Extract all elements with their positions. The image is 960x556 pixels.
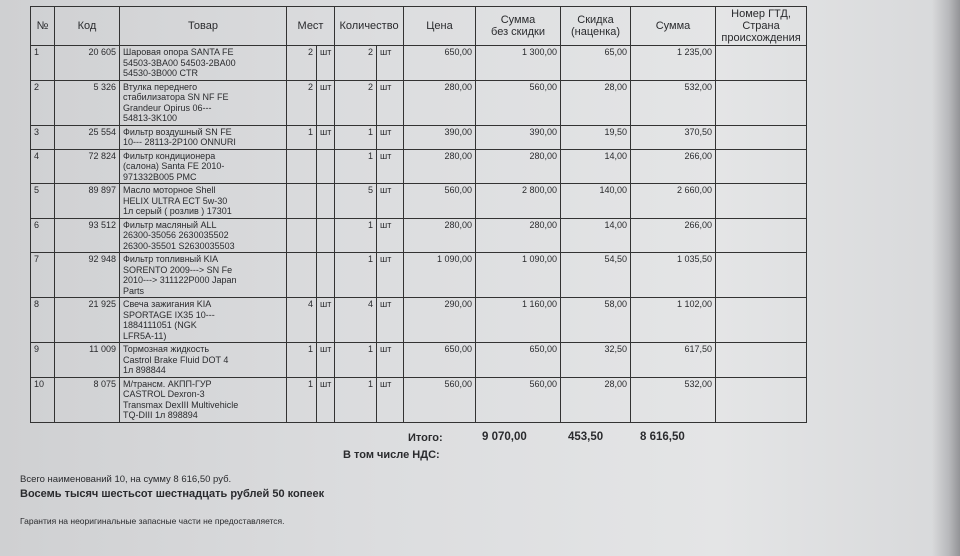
item-price: 650,00	[404, 46, 476, 81]
col-code: Код	[55, 7, 120, 46]
table-row	[31, 149, 807, 184]
item-places-unit: шт	[317, 80, 335, 125]
item-quantity-unit: шт	[377, 46, 404, 81]
item-discount: 19,50	[561, 125, 631, 149]
item-places-unit	[317, 184, 335, 219]
item-code: 25 554	[55, 125, 120, 149]
row-number: 4	[31, 149, 55, 184]
header-row	[31, 7, 807, 46]
item-sum-no-discount: 560,00	[476, 377, 561, 422]
item-price: 650,00	[404, 343, 476, 378]
item-places-unit: шт	[317, 343, 335, 378]
item-code: 89 897	[55, 184, 120, 219]
item-sum: 617,50	[631, 343, 716, 378]
row-number: 1	[31, 46, 55, 81]
item-price: 280,00	[404, 218, 476, 253]
col-discount: Скидка (наценка)	[561, 7, 631, 46]
item-places-unit	[317, 253, 335, 298]
col-number: №	[31, 7, 55, 46]
item-gtd	[716, 125, 807, 149]
item-gtd	[716, 298, 807, 343]
item-sum-no-discount: 2 800,00	[476, 184, 561, 219]
item-sum: 532,00	[631, 377, 716, 422]
item-places-unit	[317, 149, 335, 184]
row-number: 8	[31, 298, 55, 343]
item-name: Тормозная жидкость Castrol Brake Fluid DOT 4 1л 898844	[120, 343, 287, 378]
item-quantity: 1	[335, 253, 377, 298]
item-sum-no-discount: 390,00	[476, 125, 561, 149]
item-quantity-unit: шт	[377, 184, 404, 219]
item-quantity-unit: шт	[377, 343, 404, 378]
item-quantity-unit: шт	[377, 125, 404, 149]
item-places: 2	[287, 80, 317, 125]
amount-in-words: Восемь тысяч шестьсот шестнадцать рублей 50 копеек	[20, 488, 325, 500]
items-count-line: Всего наименований 10, на сумму 8 616,50 руб.	[20, 474, 232, 485]
total-sum-no-discount: 9 070,00	[482, 431, 527, 443]
table-row	[31, 343, 807, 378]
row-number: 10	[31, 377, 55, 422]
item-sum-no-discount: 560,00	[476, 80, 561, 125]
item-price: 560,00	[404, 184, 476, 219]
item-places	[287, 218, 317, 253]
item-name: Свеча зажигания KIA SPORTAGE IX35 10--- 1884111051 (NGK LFR5A-11)	[120, 298, 287, 343]
row-number: 7	[31, 253, 55, 298]
item-name: М/трансм. АКПП-ГУР CASTROL Dexron-3 Transmax DexIII Multivehicle TQ-DIII 1л 898894	[120, 377, 287, 422]
table-row	[31, 377, 807, 422]
item-discount: 65,00	[561, 46, 631, 81]
item-places-unit: шт	[317, 46, 335, 81]
item-code: 11 009	[55, 343, 120, 378]
item-discount: 58,00	[561, 298, 631, 343]
item-price: 560,00	[404, 377, 476, 422]
total-sum: 8 616,50	[640, 431, 685, 443]
item-discount: 14,00	[561, 149, 631, 184]
total-discount: 453,50	[568, 431, 604, 443]
item-name: Фильтр воздушный SN FE 10--- 28113-2P100 ONNURI	[120, 125, 287, 149]
item-discount: 140,00	[561, 184, 631, 219]
item-places-unit: шт	[317, 377, 335, 422]
item-name: Втулка переднего стабилизатора SN NF FE Grandeur Opirus 06--- 54813-3K100	[120, 80, 287, 125]
item-sum: 532,00	[631, 80, 716, 125]
item-gtd	[716, 184, 807, 219]
item-discount: 14,00	[561, 218, 631, 253]
item-sum-no-discount: 280,00	[476, 218, 561, 253]
item-sum-no-discount: 1 300,00	[476, 46, 561, 81]
vat-label: В том числе НДС:	[343, 449, 440, 461]
item-quantity-unit: шт	[377, 377, 404, 422]
col-sum-no-discount: Сумма без скидки	[476, 7, 561, 46]
col-product: Товар	[120, 7, 287, 46]
item-sum: 370,50	[631, 125, 716, 149]
col-places: Мест	[287, 7, 335, 46]
item-name: Фильтр масляный ALL 26300-35056 2630035502 26300-35501 S2630035503	[120, 218, 287, 253]
item-code: 93 512	[55, 218, 120, 253]
item-discount: 32,50	[561, 343, 631, 378]
item-name: Фильтр топливный KIA SORENTO 2009---> SN Fe 2010---> 311122P000 Japan Parts	[120, 253, 287, 298]
item-places	[287, 149, 317, 184]
item-places: 2	[287, 46, 317, 81]
col-sum: Сумма	[631, 7, 716, 46]
item-gtd	[716, 343, 807, 378]
item-quantity: 2	[335, 80, 377, 125]
item-code: 8 075	[55, 377, 120, 422]
item-places	[287, 253, 317, 298]
item-quantity: 1	[335, 218, 377, 253]
item-places: 1	[287, 343, 317, 378]
item-name: Шаровая опора SANTA FE 54503-3BA00 54503-2BA00 54530-3B000 CTR	[120, 46, 287, 81]
row-number: 5	[31, 184, 55, 219]
item-price: 290,00	[404, 298, 476, 343]
page-edge-shadow	[932, 0, 960, 556]
item-sum-no-discount: 650,00	[476, 343, 561, 378]
item-sum-no-discount: 1 160,00	[476, 298, 561, 343]
item-quantity-unit: шт	[377, 218, 404, 253]
item-places	[287, 184, 317, 219]
item-code: 72 824	[55, 149, 120, 184]
item-quantity: 1	[335, 377, 377, 422]
table-row	[31, 253, 807, 298]
item-price: 1 090,00	[404, 253, 476, 298]
item-sum-no-discount: 280,00	[476, 149, 561, 184]
item-places: 1	[287, 125, 317, 149]
item-name: Масло моторное Shell HELIX ULTRA ECT 5w-30 1л серый ( розлив ) 17301	[120, 184, 287, 219]
item-places: 1	[287, 377, 317, 422]
col-gtd: Номер ГТД, Страна происхождения	[716, 7, 807, 46]
guarantee-note: Гарантия на неоригинальные запасные части не предоставляется.	[20, 516, 285, 526]
item-quantity: 1	[335, 149, 377, 184]
item-price: 390,00	[404, 125, 476, 149]
item-price: 280,00	[404, 149, 476, 184]
row-number: 6	[31, 218, 55, 253]
table-row	[31, 298, 807, 343]
item-gtd	[716, 253, 807, 298]
item-quantity: 5	[335, 184, 377, 219]
table-body	[31, 46, 807, 423]
table-row	[31, 184, 807, 219]
col-price: Цена	[404, 7, 476, 46]
col-quantity: Количество	[335, 7, 404, 46]
item-gtd	[716, 218, 807, 253]
item-quantity: 2	[335, 46, 377, 81]
item-price: 280,00	[404, 80, 476, 125]
item-gtd	[716, 80, 807, 125]
item-places: 4	[287, 298, 317, 343]
table-row	[31, 125, 807, 149]
item-discount: 28,00	[561, 377, 631, 422]
table-row	[31, 80, 807, 125]
item-sum-no-discount: 1 090,00	[476, 253, 561, 298]
item-discount: 54,50	[561, 253, 631, 298]
item-gtd	[716, 46, 807, 81]
item-sum: 1 235,00	[631, 46, 716, 81]
item-sum: 266,00	[631, 149, 716, 184]
item-quantity-unit: шт	[377, 253, 404, 298]
item-sum: 1 035,50	[631, 253, 716, 298]
item-discount: 28,00	[561, 80, 631, 125]
row-number: 9	[31, 343, 55, 378]
item-sum: 266,00	[631, 218, 716, 253]
item-places-unit: шт	[317, 298, 335, 343]
item-quantity-unit: шт	[377, 80, 404, 125]
item-gtd	[716, 377, 807, 422]
table-row	[31, 218, 807, 253]
item-code: 20 605	[55, 46, 120, 81]
item-name: Фильтр кондиционера (салона) Santa FE 2010- 971332B005 PMC	[120, 149, 287, 184]
row-number: 2	[31, 80, 55, 125]
item-code: 5 326	[55, 80, 120, 125]
item-code: 92 948	[55, 253, 120, 298]
item-code: 21 925	[55, 298, 120, 343]
item-sum: 1 102,00	[631, 298, 716, 343]
item-places-unit	[317, 218, 335, 253]
invoice-table	[30, 6, 807, 423]
item-quantity: 1	[335, 343, 377, 378]
totals-label: Итого:	[408, 432, 443, 444]
item-sum: 2 660,00	[631, 184, 716, 219]
row-number: 3	[31, 125, 55, 149]
item-places-unit: шт	[317, 125, 335, 149]
item-quantity-unit: шт	[377, 149, 404, 184]
item-quantity: 1	[335, 125, 377, 149]
table-row	[31, 46, 807, 81]
item-quantity-unit: шт	[377, 298, 404, 343]
item-gtd	[716, 149, 807, 184]
item-quantity: 4	[335, 298, 377, 343]
